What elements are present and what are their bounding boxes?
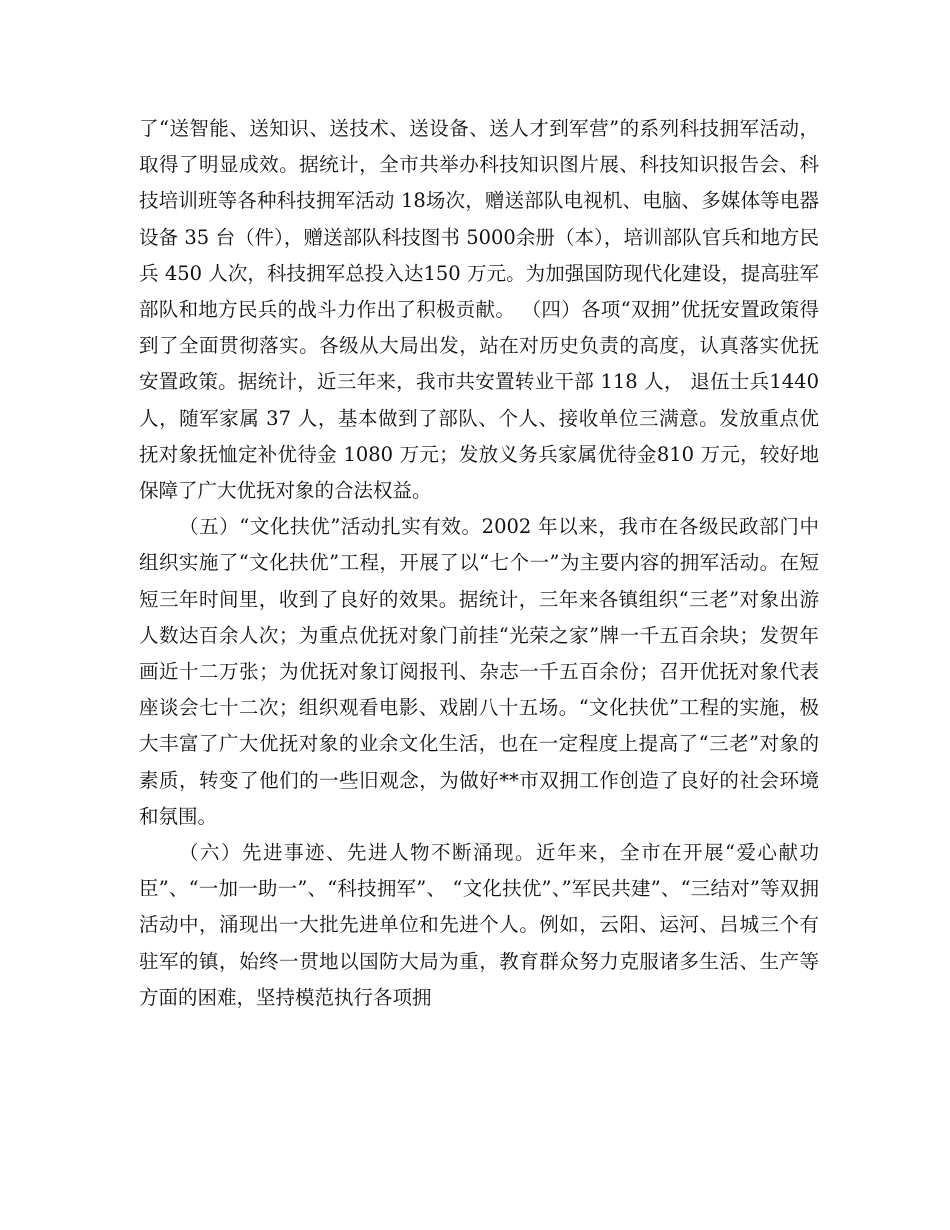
paragraph-section-six: （六）先进事迹、先进人物不断涌现。近年来，全市在开展“爱心献功臣”、“一加一助一”、“科技拥军”、 “文化扶优”、”军民共建”、“三结对”等双拥活动中，涌现出一大批先进单位和先进个人。例如，云阳、运河、吕城三个有驻军的镇，始终一贯地以国防大局为重，教育群众努力克服诸多生活、生产等方面的困难，坚持模范执行各项拥 — [139, 841, 819, 1009]
paragraph-continued: 了“送智能、送知识、送技术、送设备、送人才到军营”的系列科技拥军活动，取得了明显成效。据统计，全市共举办科技知识图片展、科技知识报告会、科技培训班等各种科技拥军活动 18场次，赠送部队电视机、电脑、多媒体等电器设备 35 台（件），赠送部队科技图书 5000余册（本），培训部队官兵和地方民兵 450 人次，科技拥军总投入达150 万元。为加强国防现代化建设，提高驻军部队和地方民兵的战斗力作出了积极贡献。 （四）各项“双拥”优抚安置政策得到了全面贯彻落实。各级从大局出发，站在对历史负责的高度，认真落实优抚安置政策。据统计，近三年来，我市共安置转业干部 118 人， 退伍士兵1440 人，随军家属 37 人，基本做到了部队、个人、接收单位三满意。发放重点优抚对象抚恤定补优待金 1080 万元；发放义务兵家属优待金810 万元，较好地保障了广大优抚对象的合法权益。 — [139, 117, 819, 503]
document-body — [139, 111, 819, 1016]
paragraph-section-five: （五）“文化扶优”活动扎实有效。2002 年以来，我市在各级民政部门中组织实施了“文化扶优”工程，开展了以“七个一”为主要内容的拥军活动。在短短三年时间里，收到了良好的效果。据统计，三年来各镇组织“三老”对象出游人数达百余人次；为重点优抚对象门前挂“光荣之家”牌一千五百余块；发贺年画近十二万张；为优抚对象订阅报刊、杂志一千五百余份；召开优抚对象代表座谈会七十二次；组织观看电影、戏剧八十五场。“文化扶优”工程的实施，极大丰富了广大优抚对象的业余文化生活，也在一定程度上提高了“三老”对象的素质，转变了他们的一些旧观念，为做好**市双拥工作创造了良好的社会环境和氛围。 — [139, 515, 819, 828]
